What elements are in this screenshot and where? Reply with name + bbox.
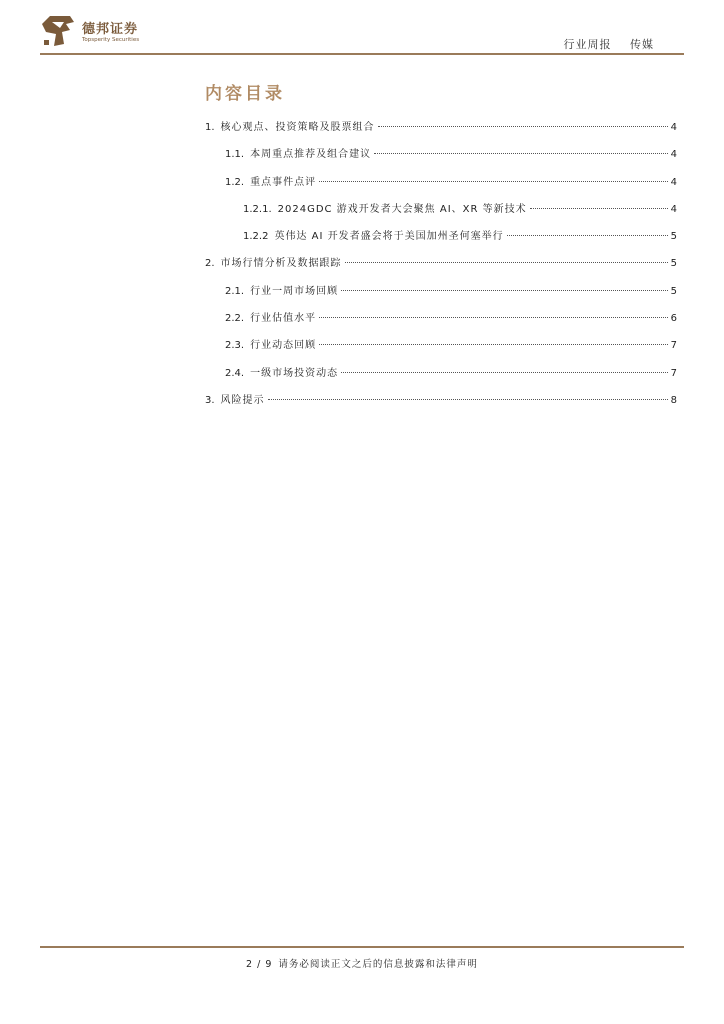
toc-entry[interactable] xyxy=(205,227,677,254)
toc-leader-dots xyxy=(341,372,668,373)
toc-entry[interactable] xyxy=(205,118,677,145)
toc-entry[interactable] xyxy=(205,282,677,309)
toc-entry-label: 风险提示 xyxy=(220,394,265,406)
toc-entry-page: 4 xyxy=(670,176,677,188)
logo-english-name: Topsperity Securities xyxy=(82,37,140,43)
toc-leader-dots xyxy=(319,181,668,182)
toc-entry-label: 2024GDC 游戏开发者大会聚焦 AI、XR 等新技术 xyxy=(277,203,527,215)
toc-entry-label: 市场行情分析及数据跟踪 xyxy=(220,258,342,270)
toc-entry[interactable] xyxy=(205,145,677,172)
toc-entry-page: 4 xyxy=(670,203,677,215)
toc-entry-number: 2. xyxy=(205,258,215,270)
toc-entry[interactable] xyxy=(205,336,677,363)
page-footer xyxy=(0,956,724,970)
page-number: 2 / 9 xyxy=(246,959,273,970)
report-header-info xyxy=(564,36,655,52)
toc-entry-page: 5 xyxy=(670,258,677,270)
toc-entry-label: 行业一周市场回顾 xyxy=(250,285,339,297)
toc-entry-label: 行业动态回顾 xyxy=(250,340,317,352)
header-divider xyxy=(40,53,684,55)
toc-entry-label: 核心观点、投资策略及股票组合 xyxy=(220,122,375,133)
toc-entry-number: 3. xyxy=(205,394,215,406)
toc-entry-page: 7 xyxy=(670,340,677,352)
report-sector: 传媒 xyxy=(630,38,654,51)
toc-entry-label: 英伟达 AI 开发者盛会将于美国加州圣何塞举行 xyxy=(274,231,504,243)
toc-entry-number: 2.3. xyxy=(225,340,245,352)
toc-entry-number: 1.1. xyxy=(225,149,245,161)
toc-entry[interactable] xyxy=(205,309,677,336)
report-type: 行业周报 xyxy=(563,38,612,51)
table-of-contents xyxy=(205,118,677,418)
toc-entry-label: 行业估值水平 xyxy=(250,313,317,325)
toc-entry-label: 一级市场投资动态 xyxy=(250,367,339,379)
toc-entry-number: 1.2.1. xyxy=(243,203,272,215)
toc-entry-page: 7 xyxy=(670,367,677,379)
toc-entry-number: 1.2.2 xyxy=(243,231,269,243)
toc-entry[interactable] xyxy=(205,364,677,391)
toc-entry-label: 本周重点推荐及组合建议 xyxy=(250,149,372,161)
toc-leader-dots xyxy=(378,126,668,127)
legal-notice: 请务必阅读正文之后的信息披露和法律声明 xyxy=(278,959,478,970)
toc-leader-dots xyxy=(319,317,668,318)
toc-entry-page: 4 xyxy=(670,122,677,133)
toc-entry-page: 8 xyxy=(670,394,677,406)
logo-chinese-name: 德邦证券 xyxy=(82,22,139,37)
toc-entry-page: 5 xyxy=(670,285,677,297)
toc-leader-dots xyxy=(341,290,668,291)
company-logo xyxy=(40,14,150,50)
toc-entry-label: 重点事件点评 xyxy=(250,176,317,188)
toc-entry-page: 5 xyxy=(670,231,677,243)
toc-entry[interactable] xyxy=(205,254,677,281)
toc-entry-number: 2.4. xyxy=(225,367,245,379)
toc-entry-number: 2.1. xyxy=(225,285,245,297)
toc-entry-page: 6 xyxy=(670,313,677,325)
toc-leader-dots xyxy=(319,344,668,345)
toc-leader-dots xyxy=(345,262,668,263)
toc-leader-dots xyxy=(268,399,668,400)
toc-title: 内容目录 xyxy=(205,84,285,104)
toc-leader-dots xyxy=(374,153,668,154)
toc-entry[interactable] xyxy=(205,173,677,200)
toc-entry[interactable] xyxy=(205,391,677,418)
toc-leader-dots xyxy=(530,208,668,209)
toc-entry-number: 1.2. xyxy=(225,176,245,188)
toc-entry-page: 4 xyxy=(670,149,677,161)
topsperity-logo-icon xyxy=(40,14,76,48)
toc-entry-number: 1. xyxy=(205,122,215,133)
footer-divider xyxy=(40,946,684,948)
toc-leader-dots xyxy=(507,235,668,236)
toc-entry-number: 2.2. xyxy=(225,313,245,325)
toc-entry[interactable] xyxy=(205,200,677,227)
